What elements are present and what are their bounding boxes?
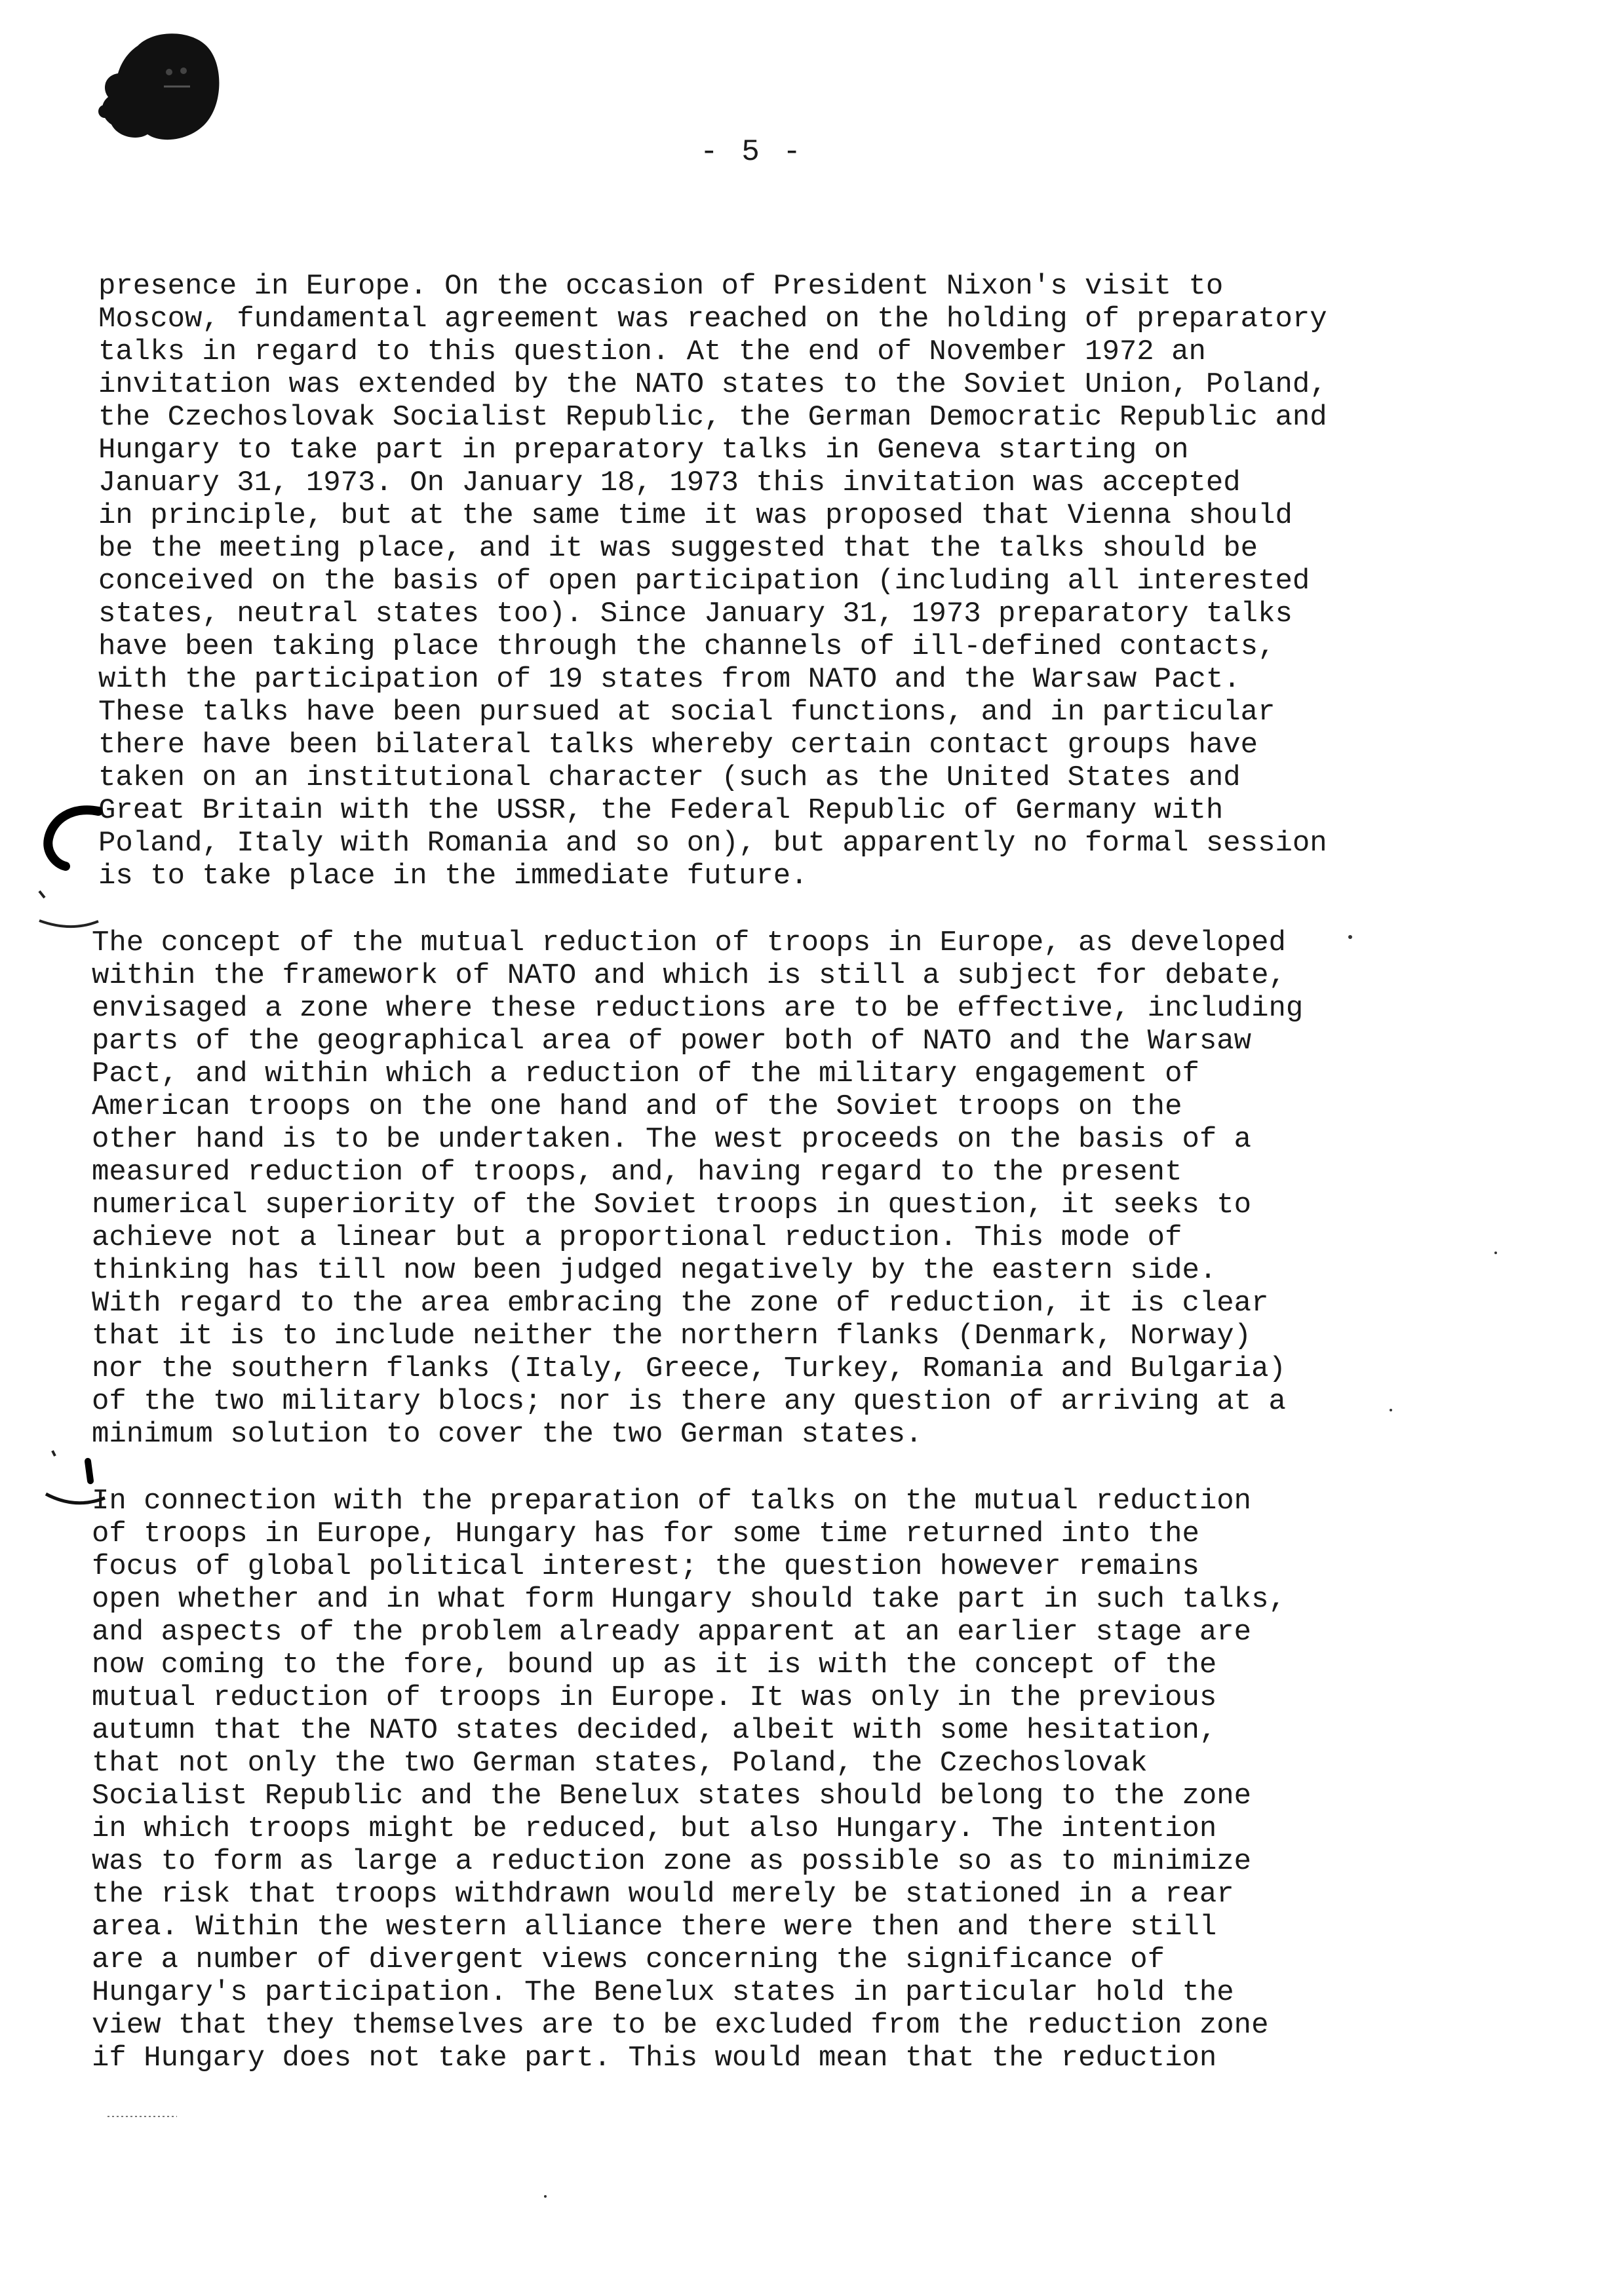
text-line: have been taking place through the channels of ill-defined contacts, bbox=[98, 630, 1275, 663]
ink-stamp-mark bbox=[92, 26, 229, 151]
text-line: there have been bilateral talks whereby certain contact groups have bbox=[98, 729, 1258, 761]
text-line: of the two military blocs; nor is there any question of arriving at a bbox=[92, 1385, 1286, 1418]
text-line: With regard to the area embracing the zone of reduction, it is clear bbox=[92, 1287, 1269, 1320]
paragraph-1 bbox=[98, 270, 1327, 892]
text-line: in which troops might be reduced, but also Hungary. The intention bbox=[92, 1812, 1217, 1845]
text-line: taken on an institutional character (such as the United States and bbox=[98, 761, 1241, 794]
text-line: if Hungary does not take part. This would mean that the reduction bbox=[92, 2042, 1217, 2075]
text-line: with the participation of 19 states from NATO and the Warsaw Pact. bbox=[98, 663, 1241, 696]
footer-dotted-mark bbox=[105, 2110, 184, 2123]
text-line: measured reduction of troops, and, having regard to the present bbox=[92, 1156, 1182, 1189]
text-line: is to take place in the immediate future. bbox=[98, 860, 808, 892]
text-line: Hungary's participation. The Benelux states in particular hold the bbox=[92, 1976, 1234, 2009]
text-line: talks in regard to this question. At the end of November 1972 an bbox=[98, 335, 1206, 368]
text-line: the risk that troops withdrawn would merely be stationed in a rear bbox=[92, 1878, 1234, 1911]
text-line: Moscow, fundamental agreement was reached on the holding of preparatory bbox=[98, 303, 1327, 335]
text-line: other hand is to be undertaken. The west proceeds on the basis of a bbox=[92, 1123, 1252, 1156]
text-line: minimum solution to cover the two German states. bbox=[92, 1418, 923, 1451]
text-line: states, neutral states too). Since January 31, 1973 preparatory talks bbox=[98, 598, 1293, 630]
text-line: nor the southern flanks (Italy, Greece, Turkey, Romania and Bulgaria) bbox=[92, 1352, 1286, 1385]
paragraph-2 bbox=[92, 927, 1303, 1451]
text-line: the Czechoslovak Socialist Republic, the German Democratic Republic and bbox=[98, 401, 1327, 434]
text-line: now coming to the fore, bound up as it is with the concept of the bbox=[92, 1649, 1217, 1681]
text-line: Poland, Italy with Romania and so on), but apparently no formal session bbox=[98, 827, 1327, 860]
margin-dot-mark bbox=[1344, 930, 1357, 944]
text-line: presence in Europe. On the occasion of President Nixon's visit to bbox=[98, 270, 1224, 303]
text-line: American troops on the one hand and of the Soviet troops on the bbox=[92, 1090, 1182, 1123]
text-line: Hungary to take part in preparatory talks in Geneva starting on bbox=[98, 434, 1189, 467]
stray-dot bbox=[1494, 1252, 1497, 1254]
text-line: view that they themselves are to be excluded from the reduction zone bbox=[92, 2009, 1269, 2042]
page-number: - 5 - bbox=[700, 135, 804, 169]
text-line: achieve not a linear but a proportional reduction. This mode of bbox=[92, 1221, 1182, 1254]
text-line: that not only the two German states, Poland, the Czechoslovak bbox=[92, 1747, 1148, 1780]
stray-dot bbox=[1390, 1409, 1392, 1411]
text-line: open whether and in what form Hungary should take part in such talks, bbox=[92, 1583, 1286, 1616]
text-line: thinking has till now been judged negatively by the eastern side. bbox=[92, 1254, 1217, 1287]
text-line: January 31, 1973. On January 18, 1973 this invitation was accepted bbox=[98, 467, 1241, 499]
text-line: Socialist Republic and the Benelux states should belong to the zone bbox=[92, 1780, 1252, 1812]
text-line: in principle, but at the same time it was proposed that Vienna should bbox=[98, 499, 1293, 532]
text-line: In connection with the preparation of talks on the mutual reduction bbox=[92, 1485, 1252, 1518]
text-line: focus of global political interest; the question however remains bbox=[92, 1550, 1199, 1583]
text-line: and aspects of the problem already apparent at an earlier stage are bbox=[92, 1616, 1252, 1649]
text-line: invitation was extended by the NATO states to the Soviet Union, Poland, bbox=[98, 368, 1327, 401]
text-line: are a number of divergent views concerning the significance of bbox=[92, 1943, 1165, 1976]
text-line: autumn that the NATO states decided, albeit with some hesitation, bbox=[92, 1714, 1217, 1747]
text-line: parts of the geographical area of power both of NATO and the Warsaw bbox=[92, 1025, 1252, 1058]
text-line: The concept of the mutual reduction of troops in Europe, as developed bbox=[92, 927, 1286, 959]
margin-bracket-mark-1 bbox=[26, 799, 105, 930]
text-line: was to form as large a reduction zone as possible so as to minimize bbox=[92, 1845, 1252, 1878]
paragraph-3 bbox=[92, 1485, 1286, 2075]
text-line: envisaged a zone where these reductions are to be effective, including bbox=[92, 992, 1304, 1025]
text-line: Pact, and within which a reduction of the military engagement of bbox=[92, 1058, 1199, 1090]
text-line: area. Within the western alliance there were then and there still bbox=[92, 1911, 1217, 1943]
text-line: be the meeting place, and it was suggested that the talks should be bbox=[98, 532, 1258, 565]
text-line: of troops in Europe, Hungary has for some time returned into the bbox=[92, 1518, 1199, 1550]
text-line: These talks have been pursued at social functions, and in particular bbox=[98, 696, 1275, 729]
text-line: within the framework of NATO and which is still a subject for debate, bbox=[92, 959, 1286, 992]
text-line: Great Britain with the USSR, the Federal Republic of Germany with bbox=[98, 794, 1224, 827]
stray-dot bbox=[544, 2195, 547, 2198]
margin-bracket-mark-2 bbox=[39, 1442, 111, 1514]
text-line: that it is to include neither the northern flanks (Denmark, Norway) bbox=[92, 1320, 1252, 1352]
text-line: numerical superiority of the Soviet troops in question, it seeks to bbox=[92, 1189, 1252, 1221]
text-line: mutual reduction of troops in Europe. It was only in the previous bbox=[92, 1681, 1217, 1714]
text-line: conceived on the basis of open participation (including all interested bbox=[98, 565, 1310, 598]
